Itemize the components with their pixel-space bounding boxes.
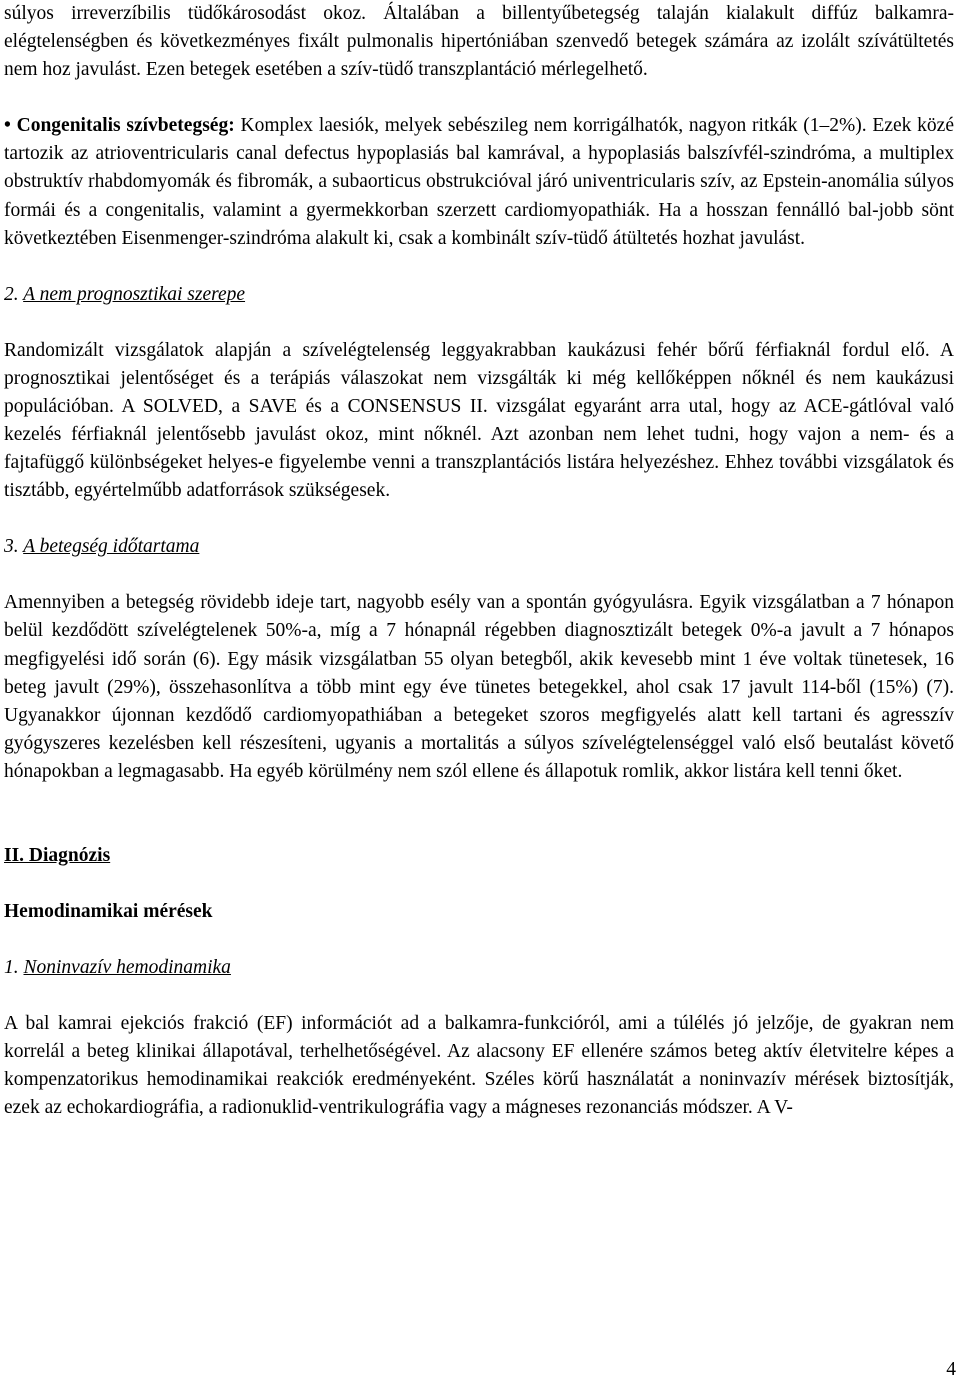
section-2-paragraph: Randomizált vizsgálatok alapján a szívelégtelenség leggyakrabban kaukázusi fehér bőrű férfiaknál fordul elő. A prognosztikai jelentőséget és a terápiás válaszokat nem vizsgálták ki még kellőképpen nőknél és nem kaukázusi populációban. A SOLVED, a SAVE és a CONSENSUS II. vizsgálat egyaránt arra utal, hogy az ACE-gátlóval való kezelés férfiaknál jelentősebb javulást okoz, mint nőknél. Azt azonban nem lehet tudni, hogy vajon a nem- és a fajtafüggő különbségeket helyes-e figyelembe venni a transzplantációs listára helyezéshez. Ehhez további vizsgálatok és tisztább, egyértelműbb adatforrások szükségesek. [4,339,954,502]
subsection-1-paragraph: A bal kamrai ejekciós frakció (EF) információt ad a balkamra-funkcióról, ami a túlélés jó jelzője, de gyakran nem korrelál a beteg klinikai állapotával, terhelhetőségével. Az alacsony EF ellenére számos beteg aktív életvitelre képes a kompenzatorikus hemodinamikai reakciók eredményeként. Széles körű használatát a noninvazív mérések biztosítják, ezek az echokardiográfia, a radionuklid-ventrikulográfia vagy a mágneses rezonanciás módszer. A V- [4,1012,954,1119]
hemodynamic-heading: Hemodinamikai mérések [4,900,213,922]
subsection-1-title: Noninvazív hemodinamika [23,956,231,978]
section-3-title: A betegség időtartama [23,536,200,558]
congenital-paragraph [4,112,954,252]
congenital-label: Congenitalis szívbetegség: [16,115,235,137]
subsection-1-number: 1. [4,956,19,978]
chapter-2-heading: II. Diagnózis [4,844,111,866]
page-number: 4 [946,1359,956,1380]
section-3-heading [4,533,954,561]
section-2-title: A nem prognosztikai szerepe [23,283,246,305]
document-page [4,0,954,1122]
section-3-paragraph: Amennyiben a betegség rövidebb ideje tart, nagyobb esély van a spontán gyógyulásra. Egyik vizsgálatban a 7 hónapon belül kezdődött szívelégtelenek 50%-a, míg a 7 hónapnál régebben diagnosztizált betegek 0%-a javult a 7 hónapos megfigyelési idő során (6). Egy másik vizsgálatban 55 olyan betegből, akik kevesebb mint 1 éve voltak tünetesek, 16 beteg javult (29%), összehasonlítva a több mint egy éve tünetes betegekkel, ahol csak 17 javult 114-ből (15%) (7). Ugyanakkor újonnan kezdődő cardiomyopathiában a betegeket szoros megfigyelés alatt kell tartani és agresszív gyógyszeres kezelésben kell részesíteni, ugyanis a mortalitás a súlyos szívelégtelenséggel való első beutalást követő hónapokban a legmagasabb. Ha egyéb körülmény nem szól ellene és állapotuk romlik, akkor listára kell tenni őket. [4,592,954,782]
section-3-number: 3. [4,536,19,558]
intro-paragraph: súlyos irreverzíbilis tüdőkárosodást okoz. Általában a billentyűbetegség talaján kialakult diffúz balkamra-elégtelenségben és következményes fixált pulmonalis hipertóniában szenvedő betegek számára az izolált szívátültetés nem hoz javulást. Ezen betegek esetében a szív-tüdő transzplantáció mérlegelhető. [4,3,954,81]
section-2-number: 2. [4,283,19,305]
subsection-1-heading [4,954,954,982]
section-2-heading [4,281,954,309]
congenital-bullet: • [4,115,11,137]
congenital-text: Komplex laesiók, melyek sebészileg nem korrigálhatók, nagyon ritkák (1–2%). Ezek közé tartozik az atrioventricularis canal defectus hypoplasiás bal kamrával, a hypoplasiás balszívfél-szindróma, a multiplex obstruktív rhabdomyomák és fibromák, a subaorticus obstrukcióval járó univentricularis szív, az Epstein-anomália súlyos formái és a congenitalis, valamint a gyermekkorban szerzett cardiomyopathiák. Ha a hosszan fennálló bal-jobb sönt következtében Eisenmenger-szindróma alakult ki, csak a kombinált szív-tüdő átültetés hozhat javulást. [4,115,954,249]
